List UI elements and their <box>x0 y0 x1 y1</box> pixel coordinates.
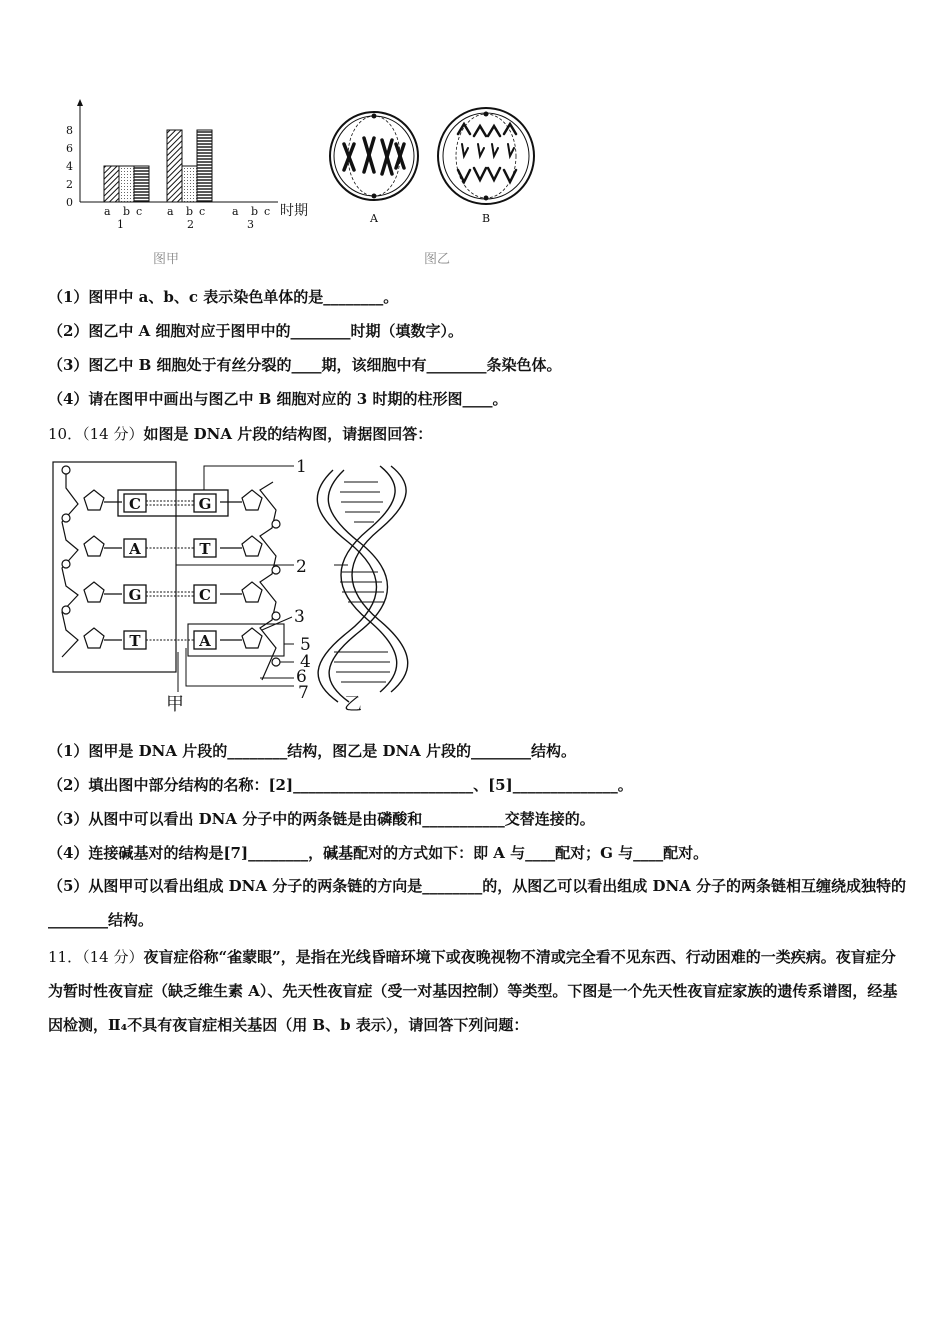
y-tick-label: 6 <box>66 142 73 155</box>
x-letter: b <box>186 205 194 218</box>
y-tick-label: 0 <box>66 196 73 209</box>
label-jia: 甲 <box>166 694 184 714</box>
q11-paragraph <box>48 940 908 1042</box>
x-letter: a <box>167 205 174 218</box>
callout-2: 2 <box>296 557 307 577</box>
chromosome-a-1 <box>344 144 354 170</box>
bar-b-period-1 <box>119 166 134 202</box>
x-letter: a <box>232 205 239 218</box>
callout-6: 6 <box>296 667 307 687</box>
cell-a-label: A <box>370 212 378 225</box>
y-ticks <box>66 124 73 209</box>
q9-part2: （2）图乙中 A 细胞对应于图甲中的________时期（填数字）。 <box>48 322 464 340</box>
base-left: T <box>129 632 141 650</box>
label-yi: 乙 <box>344 694 362 714</box>
callout-1: 1 <box>296 457 307 477</box>
base-left: G <box>128 586 142 604</box>
bar-a-period-2 <box>167 130 182 202</box>
base-right: A <box>199 632 211 650</box>
bar-group <box>104 130 212 202</box>
q10-stem: 如图是 DNA 片段的结构图，请据图回答： <box>143 425 433 443</box>
q11-text: 夜盲症俗称“雀蒙眼”，是指在光线昏暗环境下或夜晚视物不清或完全看不见东西、行动困难的一类疾病。夜盲症分为暂时性夜盲症（缺乏维生素 A）、先天性夜盲症（受一对基因控制）等类型。下图是一个先天性夜盲症家族的遗传系谱图，经基因检测，Ⅱ₄不具有夜盲症相关基因（用 B、b 表示），请回答下列问题： <box>48 948 898 1034</box>
q10-part2: （2）填出图中部分结构的名称：[2]________________________、[5]______________。 <box>48 776 633 794</box>
cell-b-label: B <box>482 212 491 225</box>
q10-number: 10．（14 分） <box>48 425 144 443</box>
figure-yi-cells <box>326 104 541 229</box>
bar-a-period-1 <box>104 166 119 202</box>
double-helix <box>317 466 407 702</box>
callout-7: 7 <box>298 683 309 703</box>
left-backbone <box>62 466 122 657</box>
x-period: 1 <box>117 218 124 231</box>
bar-c-period-2 <box>197 130 212 202</box>
q10-part4: （4）连接碱基对的结构是[7]________，碱基配对的方式如下：即 A 与____配对；G 与____配对。 <box>48 844 709 862</box>
base-right: C <box>199 586 211 604</box>
bar-c-period-1 <box>134 166 149 202</box>
cell-a <box>330 112 418 200</box>
chromatids-bottom <box>458 168 516 182</box>
x-letter: a <box>104 205 111 218</box>
x-letter: c <box>199 205 206 218</box>
q10-part1: （1）图甲是 DNA 片段的________结构，图乙是 DNA 片段的________结构。 <box>48 742 577 760</box>
base-right: G <box>198 495 212 513</box>
chromosome-a-2 <box>364 138 374 172</box>
x-period: 3 <box>247 218 254 231</box>
q10-part5: （5）从图甲可以看出组成 DNA 分子的两条链的方向是________的，从图乙可以看出组成 DNA 分子的两条链相互缠绕成独特的________结构。 <box>48 877 907 929</box>
x-period: 2 <box>187 218 194 231</box>
chromosome-a-4 <box>396 144 404 168</box>
q10-stem-line <box>48 423 432 444</box>
q10-part3: （3）从图中可以看出 DNA 分子中的两条链是由磷酸和___________交替连接的。 <box>48 810 595 828</box>
base-left: A <box>129 540 141 558</box>
x-letter: b <box>251 205 259 218</box>
figure-jia-caption: 图甲 <box>153 252 180 267</box>
q9-part1: （1）图甲中 a、b、c 表示染色单体的是________。 <box>48 288 399 306</box>
y-tick-label: 4 <box>66 160 73 173</box>
q9-part3: （3）图乙中 B 细胞处于有丝分裂的____期，该细胞中有________条染色体。 <box>48 356 562 374</box>
x-letter: c <box>136 205 143 218</box>
dna-structure-figure <box>48 452 418 714</box>
bar-b-period-2 <box>182 166 197 202</box>
q9-part4: （4）请在图甲中画出与图乙中 B 细胞对应的 3 时期的柱形图____。 <box>48 390 508 408</box>
callout-5: 5 <box>300 635 311 655</box>
figure-yi-caption: 图乙 <box>424 252 451 267</box>
y-axis-arrow <box>77 99 83 106</box>
base-right: T <box>199 540 211 558</box>
figure-jia-bar-chart <box>60 98 330 233</box>
cell-b <box>438 108 534 204</box>
x-axis-label: 时期 <box>280 203 308 219</box>
callout-4: 4 <box>300 652 311 672</box>
callout-3: 3 <box>294 607 305 627</box>
y-tick-label: 8 <box>66 124 73 137</box>
right-backbone <box>220 482 280 680</box>
q11-number: 11．（14 分） <box>48 948 144 966</box>
x-letter: c <box>264 205 271 218</box>
y-tick-label: 2 <box>66 178 73 191</box>
base-left: C <box>129 495 141 513</box>
x-letter: b <box>123 205 131 218</box>
chromosome-a-3 <box>382 140 392 174</box>
